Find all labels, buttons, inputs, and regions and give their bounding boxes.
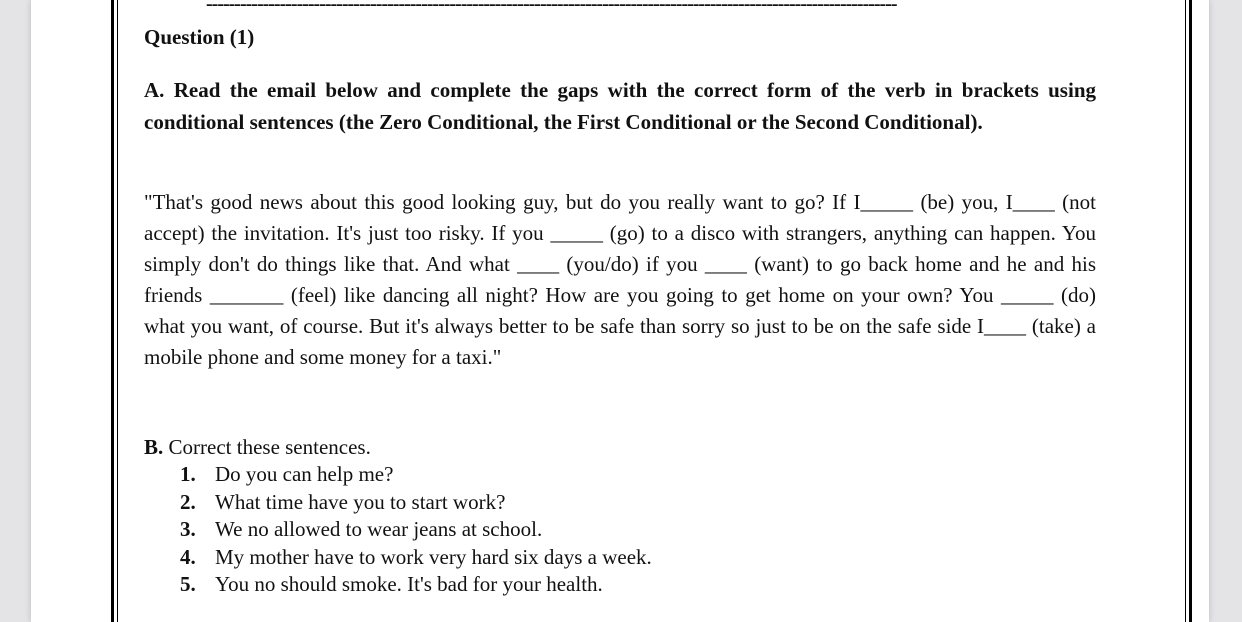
list-item [180,516,1096,544]
sentence-text: We no allowed to wear jeans at school. [215,517,543,541]
sentence-number: 3. [180,517,196,541]
sentence-text: My mother have to work very hard six days a week. [215,544,652,569]
page-border-right [1185,0,1192,622]
sentence-text: Do you can help me? [215,462,394,486]
sentence-number: 4. [180,544,196,569]
sentence-number: 5. [180,572,196,596]
sentence-number: 1. [180,462,196,486]
page-border-left [111,0,118,622]
list-item [180,544,1096,572]
sentence-text: You no should smoke. It's bad for your health. [215,572,603,596]
sentence-list [144,461,1096,599]
list-item [180,489,1096,517]
part-b-heading [144,434,1096,461]
list-item [180,571,1096,599]
email-passage: "That's good news about this good looking guy, but do you really want to go? If I_____ (be) you, I____ (not accept) the invitation. It's just too risky. If you _____ (go) to a disco with strangers, anything can happen. You simply don't do things like that. And what ____ (you/do) if you ____ (want) to go back home and he and his friends _______ (feel) like dancing all night? How are you going to get home on your own? You _____ (do) what you want, of course. But it's always better to be safe than sorry so just to be on the safe side I____ (take) a mobile phone and some money for a taxi." [144,190,1096,369]
dashed-separator: -------------------------------------------------------------------------------------------------------------------------- [206,0,897,15]
list-item [180,461,1096,489]
part-b-label: B. [144,435,164,459]
sentence-number: 2. [180,489,196,514]
part-a-instruction: A. Read the email below and complete the gaps with the correct form of the verb in brackets using conditional sentences (the Zero Conditional, the First Conditional or the Second Conditional). [144,78,1096,134]
question-title: Question (1) [144,25,255,49]
part-b-section [144,434,1096,599]
sentence-text: What time have you to start work? [215,489,506,514]
part-b-instruction: Correct these sentences. [163,435,371,459]
